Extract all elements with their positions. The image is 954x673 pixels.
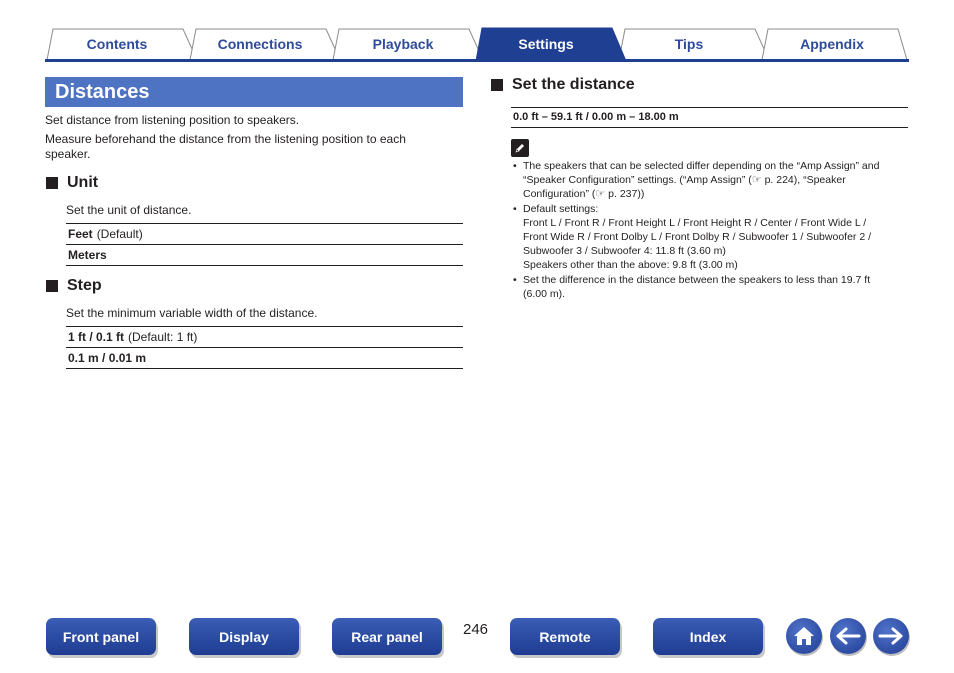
set-distance-heading-label: Set the distance: [512, 76, 635, 93]
note-2-line-3: Front Wide R / Front Dolby L / Front Dolby R / Subwoofer 1 / Subwoofer 2 /: [523, 231, 872, 243]
step-options: [66, 326, 463, 369]
square-bullet-icon: [491, 79, 503, 91]
intro-text-1: Set distance from listening position to speakers.: [45, 113, 300, 127]
tab-baseline: [45, 59, 909, 62]
note-1-line-3a: Configuration” (: [523, 188, 596, 200]
note-item: [513, 159, 908, 201]
unit-option-feet: [66, 224, 463, 245]
note-2-line-4: Subwoofer 3 / Subwoofer 4: 11.8 ft (3.60 m): [523, 245, 726, 257]
note-3-line-2: (6.00 m).: [523, 288, 566, 300]
tab-tips[interactable]: Tips: [674, 36, 704, 52]
tab-appendix[interactable]: Appendix: [800, 36, 864, 52]
note-2-line-5: Speakers other than the above: 9.8 ft (3.00 m): [523, 259, 738, 271]
unit-description: Set the unit of distance.: [66, 203, 192, 217]
forward-button[interactable]: [873, 618, 909, 654]
note-1-line-2b: p. 224), “Speaker: [764, 174, 846, 186]
square-bullet-icon: [46, 177, 58, 189]
note-item: [513, 273, 908, 301]
pencil-icon-glyph: [514, 142, 526, 154]
tab-settings[interactable]: Settings: [518, 36, 574, 52]
index-button[interactable]: Index: [653, 618, 763, 655]
unit-heading-label: Unit: [67, 174, 99, 191]
home-icon: [792, 625, 816, 647]
back-button[interactable]: [830, 618, 866, 654]
tab-bar: [45, 27, 909, 61]
note-1-line-3b: p. 237)): [608, 188, 645, 200]
home-button[interactable]: [786, 618, 822, 654]
page-number: 246: [463, 621, 489, 638]
step-heading-label: Step: [67, 277, 102, 294]
notes-list: [513, 159, 908, 302]
pencil-icon: [511, 139, 529, 157]
distance-range: 0.0 ft – 59.1 ft / 0.00 m – 18.00 m: [511, 107, 908, 128]
step-option-m: [66, 348, 463, 369]
square-bullet-icon: [46, 280, 58, 292]
unit-option-meters-label: Meters: [68, 248, 107, 262]
step-heading: [46, 277, 102, 295]
tab-contents[interactable]: Contents: [86, 36, 148, 52]
hand-pointer-icon: ☞: [595, 188, 606, 200]
tab-connections[interactable]: Connections: [217, 36, 303, 52]
note-3-line-1: Set the difference in the distance between the speakers to less than 19.7 ft: [523, 274, 871, 286]
step-description: Set the minimum variable width of the distance.: [66, 306, 318, 320]
arrow-right-icon: [878, 627, 904, 645]
set-distance-heading: [491, 76, 635, 94]
unit-option-meters: [66, 245, 463, 266]
intro-text-2: Measure beforehand the distance from the listening position to each: [45, 132, 406, 146]
arrow-left-icon: [835, 627, 861, 645]
page-title: Distances: [45, 77, 463, 107]
unit-option-feet-default: (Default): [96, 227, 143, 241]
intro-text-3: speaker.: [45, 147, 91, 161]
hand-pointer-icon: ☞: [751, 174, 762, 186]
unit-heading: [46, 174, 98, 192]
tab-playback[interactable]: Playback: [372, 36, 434, 52]
step-option-m-label: 0.1 m / 0.01 m: [68, 351, 147, 365]
unit-option-feet-label: Feet: [68, 227, 93, 241]
note-2-line-1: Default settings:: [523, 203, 599, 215]
unit-options: [66, 223, 463, 266]
note-1-line-2a: “Speaker Configuration” settings. (“Amp Assign” (: [523, 174, 752, 186]
front-panel-button[interactable]: Front panel: [46, 618, 156, 655]
note-item: [513, 202, 908, 272]
step-option-ft: [66, 327, 463, 348]
step-option-ft-default: (Default: 1 ft): [128, 330, 198, 344]
rear-panel-button[interactable]: Rear panel: [332, 618, 442, 655]
display-button[interactable]: Display: [189, 618, 299, 655]
remote-button[interactable]: Remote: [510, 618, 620, 655]
note-2-line-2: Front L / Front R / Front Height L / Front Height R / Center / Front Wide L /: [523, 217, 867, 229]
step-option-ft-label: 1 ft / 0.1 ft: [68, 330, 125, 344]
note-1-line-1: The speakers that can be selected differ depending on the “Amp Assign” and: [523, 160, 880, 172]
